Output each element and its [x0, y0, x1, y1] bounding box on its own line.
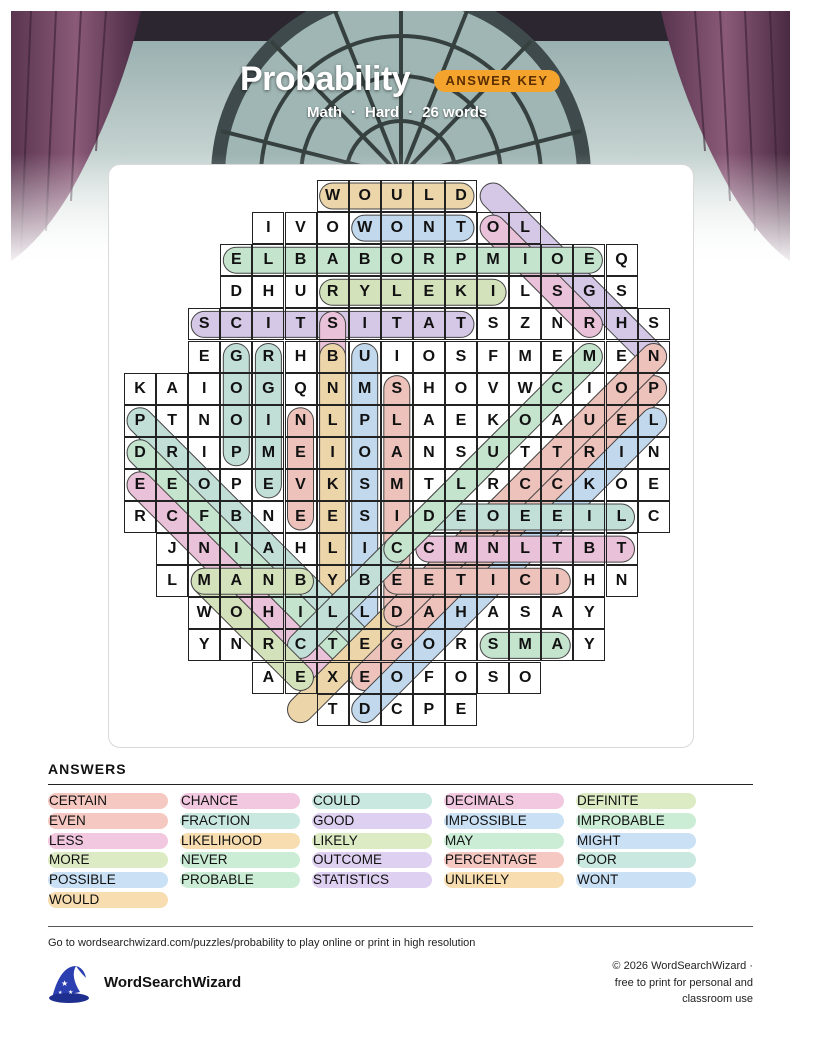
grid-cell: B [317, 341, 349, 373]
grid-cell: N [220, 629, 252, 661]
grid-cell: O [220, 597, 252, 629]
grid-cell: F [477, 341, 509, 373]
answer-word: MORE [48, 852, 168, 868]
grid-cell: E [381, 565, 413, 597]
grid-cell: L [509, 212, 541, 244]
svg-text:★: ★ [61, 979, 69, 988]
grid-cell: E [573, 244, 605, 276]
grid-cell: C [509, 565, 541, 597]
grid-cell: F [413, 662, 445, 694]
grid-cell: I [349, 308, 381, 340]
answer-word: FRACTION [180, 813, 300, 829]
grid-cell: N [188, 405, 220, 437]
grid-cell: S [349, 469, 381, 501]
grid-cell: A [413, 597, 445, 629]
grid-cell: E [606, 405, 638, 437]
copyright-line: free to print for personal and [614, 976, 753, 989]
grid-cell: O [381, 244, 413, 276]
grid-cell: L [638, 405, 670, 437]
grid-cell: T [445, 565, 477, 597]
grid-cell: W [188, 597, 220, 629]
grid-cell: E [541, 501, 573, 533]
grid-cell: A [156, 373, 188, 405]
grid-cell: L [317, 597, 349, 629]
grid-cell: N [638, 341, 670, 373]
grid-cell: T [606, 533, 638, 565]
grid-cell: T [413, 469, 445, 501]
grid-cell: O [606, 469, 638, 501]
grid-cell: L [413, 180, 445, 212]
grid-cell: I [349, 533, 381, 565]
grid-cell: B [220, 501, 252, 533]
answer-word: WOULD [48, 892, 168, 908]
grid-cell: Y [573, 597, 605, 629]
grid-cell: E [349, 629, 381, 661]
grid-cell: M [381, 469, 413, 501]
grid-cell: O [349, 180, 381, 212]
grid-cell: W [509, 373, 541, 405]
grid-cell: E [317, 501, 349, 533]
grid-cell: A [413, 308, 445, 340]
grid-cell: W [317, 180, 349, 212]
grid-cell: S [509, 597, 541, 629]
grid-cell: A [381, 437, 413, 469]
answer-word: EVEN [48, 813, 168, 829]
grid-cell: I [381, 501, 413, 533]
grid-cell: L [381, 405, 413, 437]
grid-cell: H [252, 597, 284, 629]
grid-cell: B [573, 533, 605, 565]
grid-cell: S [477, 629, 509, 661]
grid-cell: N [638, 437, 670, 469]
grid-cell: S [638, 308, 670, 340]
svg-text:★: ★ [68, 990, 74, 996]
grid-cell: B [285, 244, 317, 276]
page-title: Probability [240, 60, 411, 98]
grid-cell: I [285, 597, 317, 629]
grid-cell: R [252, 629, 284, 661]
grid-cell: O [606, 373, 638, 405]
grid-cell: C [509, 469, 541, 501]
divider [48, 784, 753, 785]
grid-cell: D [349, 694, 381, 726]
grid-cell: R [573, 308, 605, 340]
grid-cell: O [188, 469, 220, 501]
grid-cell: R [252, 341, 284, 373]
grid-cell: O [381, 212, 413, 244]
answer-word: MIGHT [576, 833, 696, 849]
answer-word: IMPROBABLE [576, 813, 696, 829]
answer-word: COULD [312, 793, 432, 809]
grid-cell: I [573, 501, 605, 533]
answer-word: WONT [576, 872, 696, 888]
grid-cell: H [252, 276, 284, 308]
grid-cell: L [509, 276, 541, 308]
grid-cell: H [606, 308, 638, 340]
grid-cell: O [317, 212, 349, 244]
grid-cell: A [252, 533, 284, 565]
grid-cell: O [541, 244, 573, 276]
grid-cell: V [477, 373, 509, 405]
grid-cell: R [573, 437, 605, 469]
answer-word: POSSIBLE [48, 872, 168, 888]
grid-cell: O [509, 662, 541, 694]
grid-cell: Y [317, 565, 349, 597]
grid-cell: E [606, 341, 638, 373]
word-highlight [493, 196, 653, 357]
grid-cell: C [413, 533, 445, 565]
difficulty-label: Hard [365, 104, 400, 121]
grid-cell: E [638, 469, 670, 501]
grid-cell: N [606, 565, 638, 597]
grid-cell: P [124, 405, 156, 437]
grid-cell: T [156, 405, 188, 437]
grid-cell: L [509, 533, 541, 565]
grid-cell: A [252, 662, 284, 694]
word-count-label: 26 words [422, 104, 488, 121]
grid-cell: U [349, 341, 381, 373]
grid-cell: N [541, 308, 573, 340]
grid-cell: O [381, 662, 413, 694]
grid-cell: C [541, 373, 573, 405]
grid-cell: O [220, 405, 252, 437]
answer-key-badge: ANSWER KEY [434, 70, 560, 92]
grid-cell: E [509, 501, 541, 533]
grid-cell: M [509, 629, 541, 661]
grid-cell: H [573, 565, 605, 597]
grid-cell: V [285, 469, 317, 501]
answer-word: DEFINITE [576, 793, 696, 809]
grid-cell: C [220, 308, 252, 340]
grid-cell: M [477, 244, 509, 276]
grid-cell: N [188, 533, 220, 565]
meta-separator: · [351, 104, 356, 121]
grid-cell: S [445, 341, 477, 373]
grid-cell: C [285, 629, 317, 661]
grid-cell: S [606, 276, 638, 308]
grid-cell: T [509, 437, 541, 469]
grid-cell: T [541, 533, 573, 565]
grid-cell: L [349, 597, 381, 629]
answer-word: NEVER [180, 852, 300, 868]
grid-cell: V [285, 212, 317, 244]
grid-cell: S [541, 276, 573, 308]
grid-cell: N [317, 373, 349, 405]
answer-word: IMPOSSIBLE [444, 813, 564, 829]
grid-cell: H [285, 341, 317, 373]
grid-cell: M [445, 533, 477, 565]
grid-cell: E [541, 341, 573, 373]
grid-cell: Y [188, 629, 220, 661]
copyright-line: classroom use [682, 993, 753, 1005]
answer-word: LESS [48, 833, 168, 849]
grid-cell: G [220, 341, 252, 373]
grid-cell: B [349, 244, 381, 276]
grid-cell: I [573, 373, 605, 405]
grid-cell: E [188, 341, 220, 373]
grid-cell: E [445, 694, 477, 726]
grid-cell: M [573, 341, 605, 373]
grid-cell: O [349, 437, 381, 469]
grid-cell: K [445, 276, 477, 308]
grid-cell: X [317, 662, 349, 694]
grid-cell: O [477, 501, 509, 533]
grid-cell: P [349, 405, 381, 437]
copyright-line: © 2026 WordSearchWizard · [612, 960, 753, 972]
grid-cell: O [445, 662, 477, 694]
grid-cell: T [445, 212, 477, 244]
copyright [553, 958, 753, 1008]
grid-cell: T [445, 308, 477, 340]
grid-cell: M [349, 373, 381, 405]
answer-word: STATISTICS [312, 872, 432, 888]
grid-cell: R [156, 437, 188, 469]
grid-cell: T [541, 437, 573, 469]
grid-cell: N [413, 212, 445, 244]
subject-label: Math [307, 104, 342, 121]
grid-cell: G [573, 276, 605, 308]
grid-cell: K [477, 405, 509, 437]
grid-cell: E [445, 501, 477, 533]
grid-cell: D [381, 597, 413, 629]
grid-cell: R [124, 501, 156, 533]
grid-cell: O [413, 629, 445, 661]
grid-cell: P [638, 373, 670, 405]
grid-cell: T [317, 629, 349, 661]
brand-name: WordSearchWizard [104, 974, 242, 991]
grid-cell: S [317, 308, 349, 340]
grid-cell: C [541, 469, 573, 501]
svg-text:★: ★ [58, 990, 63, 996]
answer-word: LIKELY [312, 833, 432, 849]
grid-cell: L [317, 405, 349, 437]
grid-cell: K [317, 469, 349, 501]
answer-word: PERCENTAGE [444, 852, 564, 868]
answer-word: POOR [576, 852, 696, 868]
grid-cell: E [413, 565, 445, 597]
grid-cell: C [156, 501, 188, 533]
wizard-hat-icon [46, 962, 94, 1009]
grid-cell: L [606, 501, 638, 533]
grid-cell: T [317, 694, 349, 726]
grid-cell: I [606, 437, 638, 469]
grid-cell: K [124, 373, 156, 405]
grid-cell: S [381, 373, 413, 405]
grid-cell: N [252, 501, 284, 533]
grid-cell: A [413, 405, 445, 437]
grid-cell: O [477, 212, 509, 244]
grid-cell: I [252, 212, 284, 244]
grid-cell: I [220, 533, 252, 565]
grid-cell: U [477, 437, 509, 469]
grid-cell: B [349, 565, 381, 597]
grid-cell: F [188, 501, 220, 533]
grid-cell: P [445, 244, 477, 276]
grid-cell: C [638, 501, 670, 533]
grid-cell: B [285, 565, 317, 597]
grid-cell: I [188, 437, 220, 469]
grid-cell: P [413, 694, 445, 726]
grid-cell: I [381, 341, 413, 373]
grid-cell: U [381, 180, 413, 212]
grid-cell: D [220, 276, 252, 308]
grid-cell: C [381, 694, 413, 726]
grid-cell: Q [606, 244, 638, 276]
grid-cell: I [252, 308, 284, 340]
grid-cell: M [188, 565, 220, 597]
grid-cell: A [541, 405, 573, 437]
grid-cell: D [445, 180, 477, 212]
grid-cell: O [509, 405, 541, 437]
grid-cell: L [445, 469, 477, 501]
meta-separator: · [408, 104, 414, 121]
answer-word: LIKELIHOOD [180, 833, 300, 849]
grid-cell: A [317, 244, 349, 276]
grid-cell: E [124, 469, 156, 501]
grid-cell: U [573, 405, 605, 437]
grid-cell: Z [509, 308, 541, 340]
grid-cell: R [445, 629, 477, 661]
grid-cell: R [413, 244, 445, 276]
answer-word: OUTCOME [312, 852, 432, 868]
grid-cell: H [285, 533, 317, 565]
footer-url-note: Go to wordsearchwizard.com/puzzles/probability to play online or print in high resolution [48, 937, 476, 949]
divider [48, 926, 753, 927]
grid-cell: E [445, 405, 477, 437]
grid-cell: O [413, 341, 445, 373]
grid-cell: E [285, 437, 317, 469]
grid-cell: S [188, 308, 220, 340]
grid-cell: G [381, 629, 413, 661]
answer-word: PROBABLE [180, 872, 300, 888]
grid-cell: L [156, 565, 188, 597]
grid-cell: A [541, 597, 573, 629]
answer-word: MAY [444, 833, 564, 849]
answer-word: GOOD [312, 813, 432, 829]
grid-cell: K [573, 469, 605, 501]
grid-cell: N [285, 405, 317, 437]
grid-cell: A [541, 629, 573, 661]
grid-cell: M [252, 437, 284, 469]
grid-cell: D [124, 437, 156, 469]
grid-cell: E [220, 244, 252, 276]
grid-cell: J [156, 533, 188, 565]
grid-cell: O [220, 373, 252, 405]
grid-cell: T [381, 308, 413, 340]
grid-cell: S [477, 662, 509, 694]
grid-cell: E [349, 662, 381, 694]
answer-word: DECIMALS [444, 793, 564, 809]
grid-cell: L [317, 533, 349, 565]
grid-cell: S [445, 437, 477, 469]
grid-cell: O [445, 373, 477, 405]
grid-cell: R [317, 276, 349, 308]
grid-cell: R [477, 469, 509, 501]
grid-cell: G [252, 373, 284, 405]
grid-cell: N [413, 437, 445, 469]
grid-cell: N [252, 565, 284, 597]
grid-cell: L [252, 244, 284, 276]
grid-cell: H [413, 373, 445, 405]
grid-cell: I [188, 373, 220, 405]
grid-cell: I [477, 565, 509, 597]
grid-cell: E [252, 469, 284, 501]
grid-cell: A [477, 597, 509, 629]
grid-cell: E [413, 276, 445, 308]
grid-cell: I [509, 244, 541, 276]
answer-word: UNLIKELY [444, 872, 564, 888]
grid-cell: M [509, 341, 541, 373]
grid-cell: Q [285, 373, 317, 405]
grid-cell: S [477, 308, 509, 340]
grid-cell: I [317, 437, 349, 469]
grid-cell: E [285, 662, 317, 694]
grid-cell: I [477, 276, 509, 308]
grid-cell: P [220, 469, 252, 501]
grid-cell: S [349, 501, 381, 533]
grid-cell: D [413, 501, 445, 533]
grid-cell: A [220, 565, 252, 597]
grid-cell: W [349, 212, 381, 244]
answer-word: CHANCE [180, 793, 300, 809]
grid-cell: U [285, 276, 317, 308]
grid-cell: Y [349, 276, 381, 308]
grid-cell: H [445, 597, 477, 629]
grid-cell: E [285, 501, 317, 533]
grid-cell: C [381, 533, 413, 565]
grid-cell: I [541, 565, 573, 597]
grid-cell: P [220, 437, 252, 469]
grid-cell: N [477, 533, 509, 565]
answers-heading: ANSWERS [48, 761, 127, 777]
grid-cell: Y [573, 629, 605, 661]
grid-cell: T [285, 308, 317, 340]
grid-cell: I [252, 405, 284, 437]
answer-word: CERTAIN [48, 793, 168, 809]
grid-cell: E [156, 469, 188, 501]
grid-cell: L [381, 276, 413, 308]
